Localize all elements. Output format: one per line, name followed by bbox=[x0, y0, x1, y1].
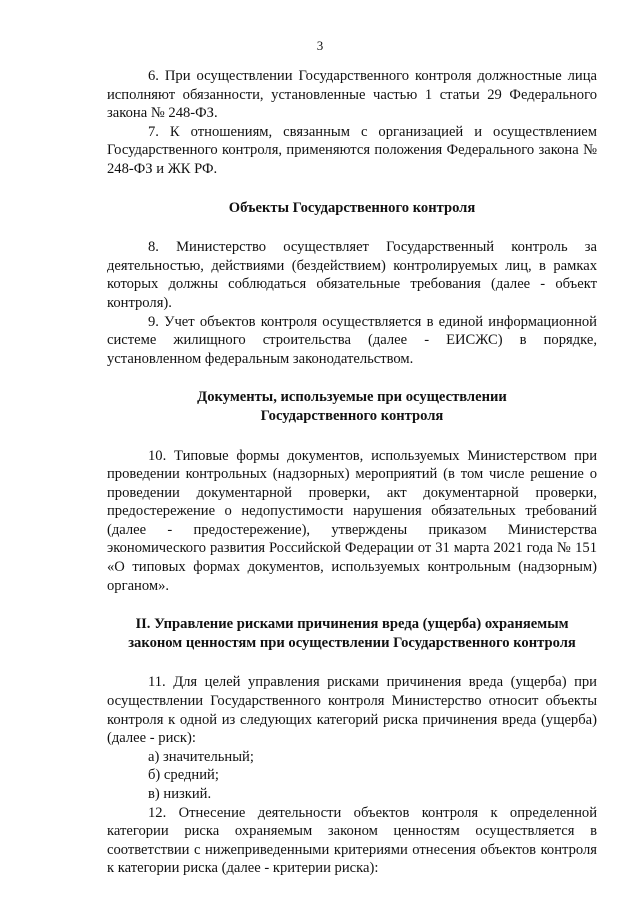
risk-category-low: в) низкий. bbox=[148, 786, 212, 802]
heading-section-2 bbox=[107, 615, 597, 652]
heading-section-2-line2: законом ценностям при осуществлении Государственного контроля bbox=[128, 634, 576, 651]
paragraph-10: 10. Типовые формы документов, используемых Министерством при проведении контрольных (надзорных) мероприятий (в том числе решение о проведении документарной проверки, акт документарной проверки, предостережение о недопустимости нарушения обязательных требований (далее - предостережение), утверждены приказом Министерства экономического развития Российской Федерации от 31 марта 2021 года № 151 «О типовых формах документов, используемых контрольным (надзорным) органом». bbox=[107, 447, 597, 594]
paragraph-12: 12. Отнесение деятельности объектов контроля к определенной категории риска охраняемым законом ценностям осуществляется в соответствии с нижеприведенными критериями отнесения объектов контроля к категории риска (далее - критерии риска): bbox=[107, 804, 597, 877]
heading-documents-line2: Государственного контроля bbox=[260, 407, 444, 424]
paragraph-9: 9. Учет объектов контроля осуществляется в единой информационной системе жилищного строительства (далее - ЕИСЖС) в порядке, установленном федеральным законодательством. bbox=[107, 313, 597, 367]
heading-documents bbox=[107, 388, 597, 425]
paragraph-8: 8. Министерство осуществляет Государственный контроль за деятельностью, действиями (бездействием) контролируемых лиц, в рамках которых должны соблюдаться обязательные требования (далее - объект контроля). bbox=[107, 239, 597, 311]
page-content bbox=[107, 67, 597, 878]
paragraph-11: 11. Для целей управления рисками причинения вреда (ущерба) при осуществлении Государственного контроля Министерство относит объекты контроля к одной из следующих категорий риска причинения вреда (ущерба) (далее - риск): bbox=[107, 674, 597, 747]
risk-category-significant: а) значительный; bbox=[148, 748, 254, 765]
page-number: 3 bbox=[316, 38, 324, 53]
risk-category-medium: б) средний; bbox=[148, 767, 219, 784]
paragraph-7: 7. К отношениям, связанным с организацией и осуществлением Государственного контроля, применяются положения Федерального закона № 248-ФЗ и ЖК РФ. bbox=[107, 123, 597, 177]
heading-section-2-line1: II. Управление рисками причинения вреда (ущерба) охраняемым bbox=[135, 616, 569, 633]
heading-documents-line1: Документы, используемые при осуществлении bbox=[197, 389, 507, 406]
paragraph-6: 6. При осуществлении Государственного контроля должностные лица исполняют обязанности, установленные частью 1 статьи 29 Федерального закона № 248-ФЗ. bbox=[107, 68, 597, 122]
heading-objects: Объекты Государственного контроля bbox=[228, 199, 476, 216]
